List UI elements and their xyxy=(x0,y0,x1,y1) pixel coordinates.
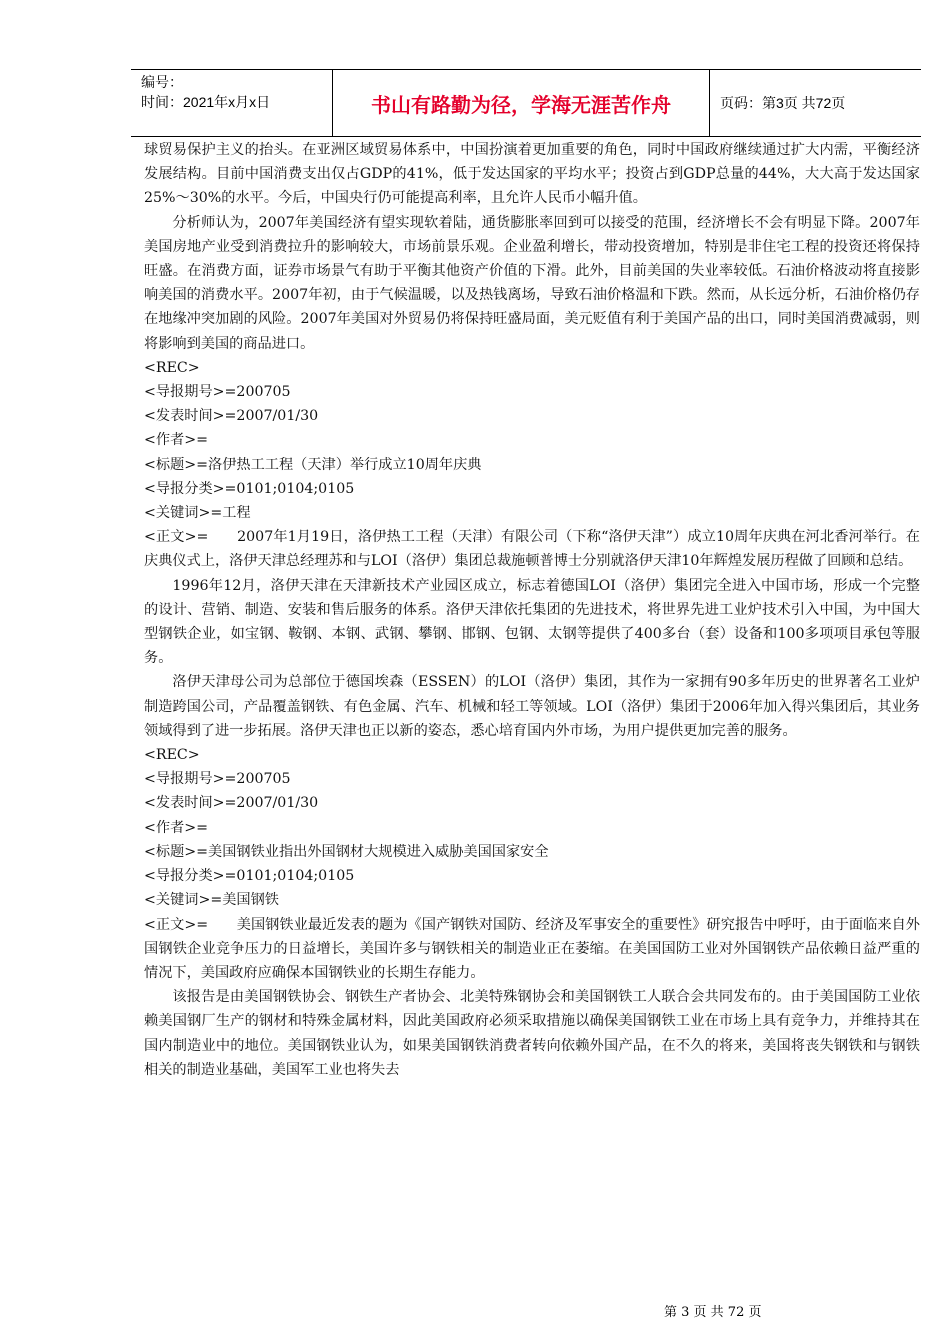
paragraph: <导报分类>=0101;0104;0105 xyxy=(144,868,355,885)
page-header xyxy=(131,69,921,137)
header-page-cell xyxy=(710,70,921,136)
paragraph: <导报期号>=200705 xyxy=(144,384,291,401)
paragraph: 1996年12月，洛伊天津在天津新技术产业园区成立，标志着德国LOI（洛伊）集团完全进入中国市场，形成一个完整的设计、营销、制造、安装和售后服务的体系。洛伊天津依托集团的先进技术，将世界先进工业炉技术引入中国，为中国大型钢铁企业，如宝钢、鞍钢、本钢、武钢、攀钢、邯钢、包钢、太钢等提供了400多台（套）设备和100多项项目承包等服务。 xyxy=(144,577,920,667)
paragraph: <导报期号>=200705 xyxy=(144,771,291,788)
paragraph: 球贸易保护主义的抬头。在亚洲区域贸易体系中，中国扮演着更加重要的角色，同时中国政府继续通过扩大内需，平衡经济发展结构。目前中国消费支出仅占GDP的41%，低于发达国家的平均水平；投资占到GDP总量的44%，大大高于发达国家25%～30%的水平。今后，中国央行仍可能提高利率，且允许人民币小幅升值。 xyxy=(144,142,920,207)
number-label: 编号： xyxy=(141,74,183,90)
paragraph: <标题>=美国钢铁业指出外国钢材大规模进入威胁美国国家安全 xyxy=(144,843,549,860)
paragraph: <作者>= xyxy=(144,432,209,449)
paragraph: <正文>= 美国钢铁业最近发表的题为《国产钢铁对国防、经济及军事安全的重要性》研究报告中呼吁，由于面临来自外国钢铁企业竞争压力的日益增长，美国许多与钢铁相关的制造业正在萎缩。在美国国防工业对外国钢铁产品依赖日益严重的情况下，美国政府应确保本国钢铁业的长期生存能力。 xyxy=(144,916,920,981)
paragraph: <发表时间>=2007/01/30 xyxy=(144,408,319,425)
time-label: 时间：2021年x月x日 xyxy=(141,94,271,110)
paragraph: <关键词>=美国钢铁 xyxy=(144,892,279,909)
motto-text: 书山有路勤为径，学海无涯苦作舟 xyxy=(371,92,671,117)
paragraph: <作者>= xyxy=(144,819,209,836)
paragraph: 分析师认为，2007年美国经济有望实现软着陆，通货膨胀率回到可以接受的范围，经济增长不会有明显下降。2007年美国房地产业受到消费拉升的影响较大，市场前景乐观。企业盈利增长，带动投资增加，特别是非住宅工程的投资还将保持旺盛。在消费方面，证券市场景气有助于平衡其他资产价值的下滑。此外，目前美国的失业率较低。石油价格波动将直接影响美国的消费水平。2007年初，由于气候温暖，以及热钱离场，导致石油价格温和下跌。然而，从长远分析，石油价格仍存在地缘冲突加剧的风险。2007年美国对外贸易仍将保持旺盛局面，美元贬值有利于美国产品的出口，同时美国消费减弱，则将影响到美国的商品进口。 xyxy=(144,214,920,352)
paragraph: 该报告是由美国钢铁协会、钢铁生产者协会、北美特殊钢协会和美国钢铁工人联合会共同发布的。由于美国国防工业依赖美国钢厂生产的钢材和特殊金属材料，因此美国政府必须采取措施以确保美国钢铁工业在市场上具有竞争力，并维持其在国内制造业中的地位。美国钢铁业认为，如果美国钢铁消费者转向依赖外国产品，在不久的将来，美国将丧失钢铁和与钢铁相关的制造业基础，美国军工业也将失去 xyxy=(144,989,920,1078)
paragraph: <正文>= 2007年1月19日，洛伊热工工程（天津）有限公司（下称“洛伊天津”）成立10周年庆典在河北香河举行。在庆典仪式上，洛伊天津总经理苏和与LOI（洛伊）集团总裁施顿普博士分别就洛伊天津10年辉煌发展历程做了回顾和总结。 xyxy=(144,529,920,570)
paragraph: <关键词>=工程 xyxy=(144,505,251,522)
paragraph: <REC> xyxy=(144,359,200,376)
paragraph: <发表时间>=2007/01/30 xyxy=(144,795,319,812)
paragraph: 洛伊天津母公司为总部位于德国埃森（ESSEN）的LOI（洛伊）集团，其作为一家拥有90多年历史的世界著名工业炉制造跨国公司，产品覆盖钢铁、有色金属、汽车、机械和轻工等领域。LOI（洛伊）集团于2006年加入得兴集团后，其业务领域得到了进一步拓展。洛伊天津也正以新的姿态，悉心培育国内外市场，为用户提供更加完善的服务。 xyxy=(144,674,920,739)
header-info xyxy=(131,70,333,136)
paragraph: <REC> xyxy=(144,747,200,764)
page-label: 页码：第3页 共72页 xyxy=(720,95,846,111)
header-motto-cell xyxy=(333,70,710,136)
paragraph: <导报分类>=0101;0104;0105 xyxy=(144,480,355,497)
document-body xyxy=(144,138,920,1082)
page-footer: 第 3 页 共 72 页 xyxy=(664,1305,762,1320)
paragraph: <标题>=洛伊热工工程（天津）举行成立10周年庆典 xyxy=(144,456,482,473)
